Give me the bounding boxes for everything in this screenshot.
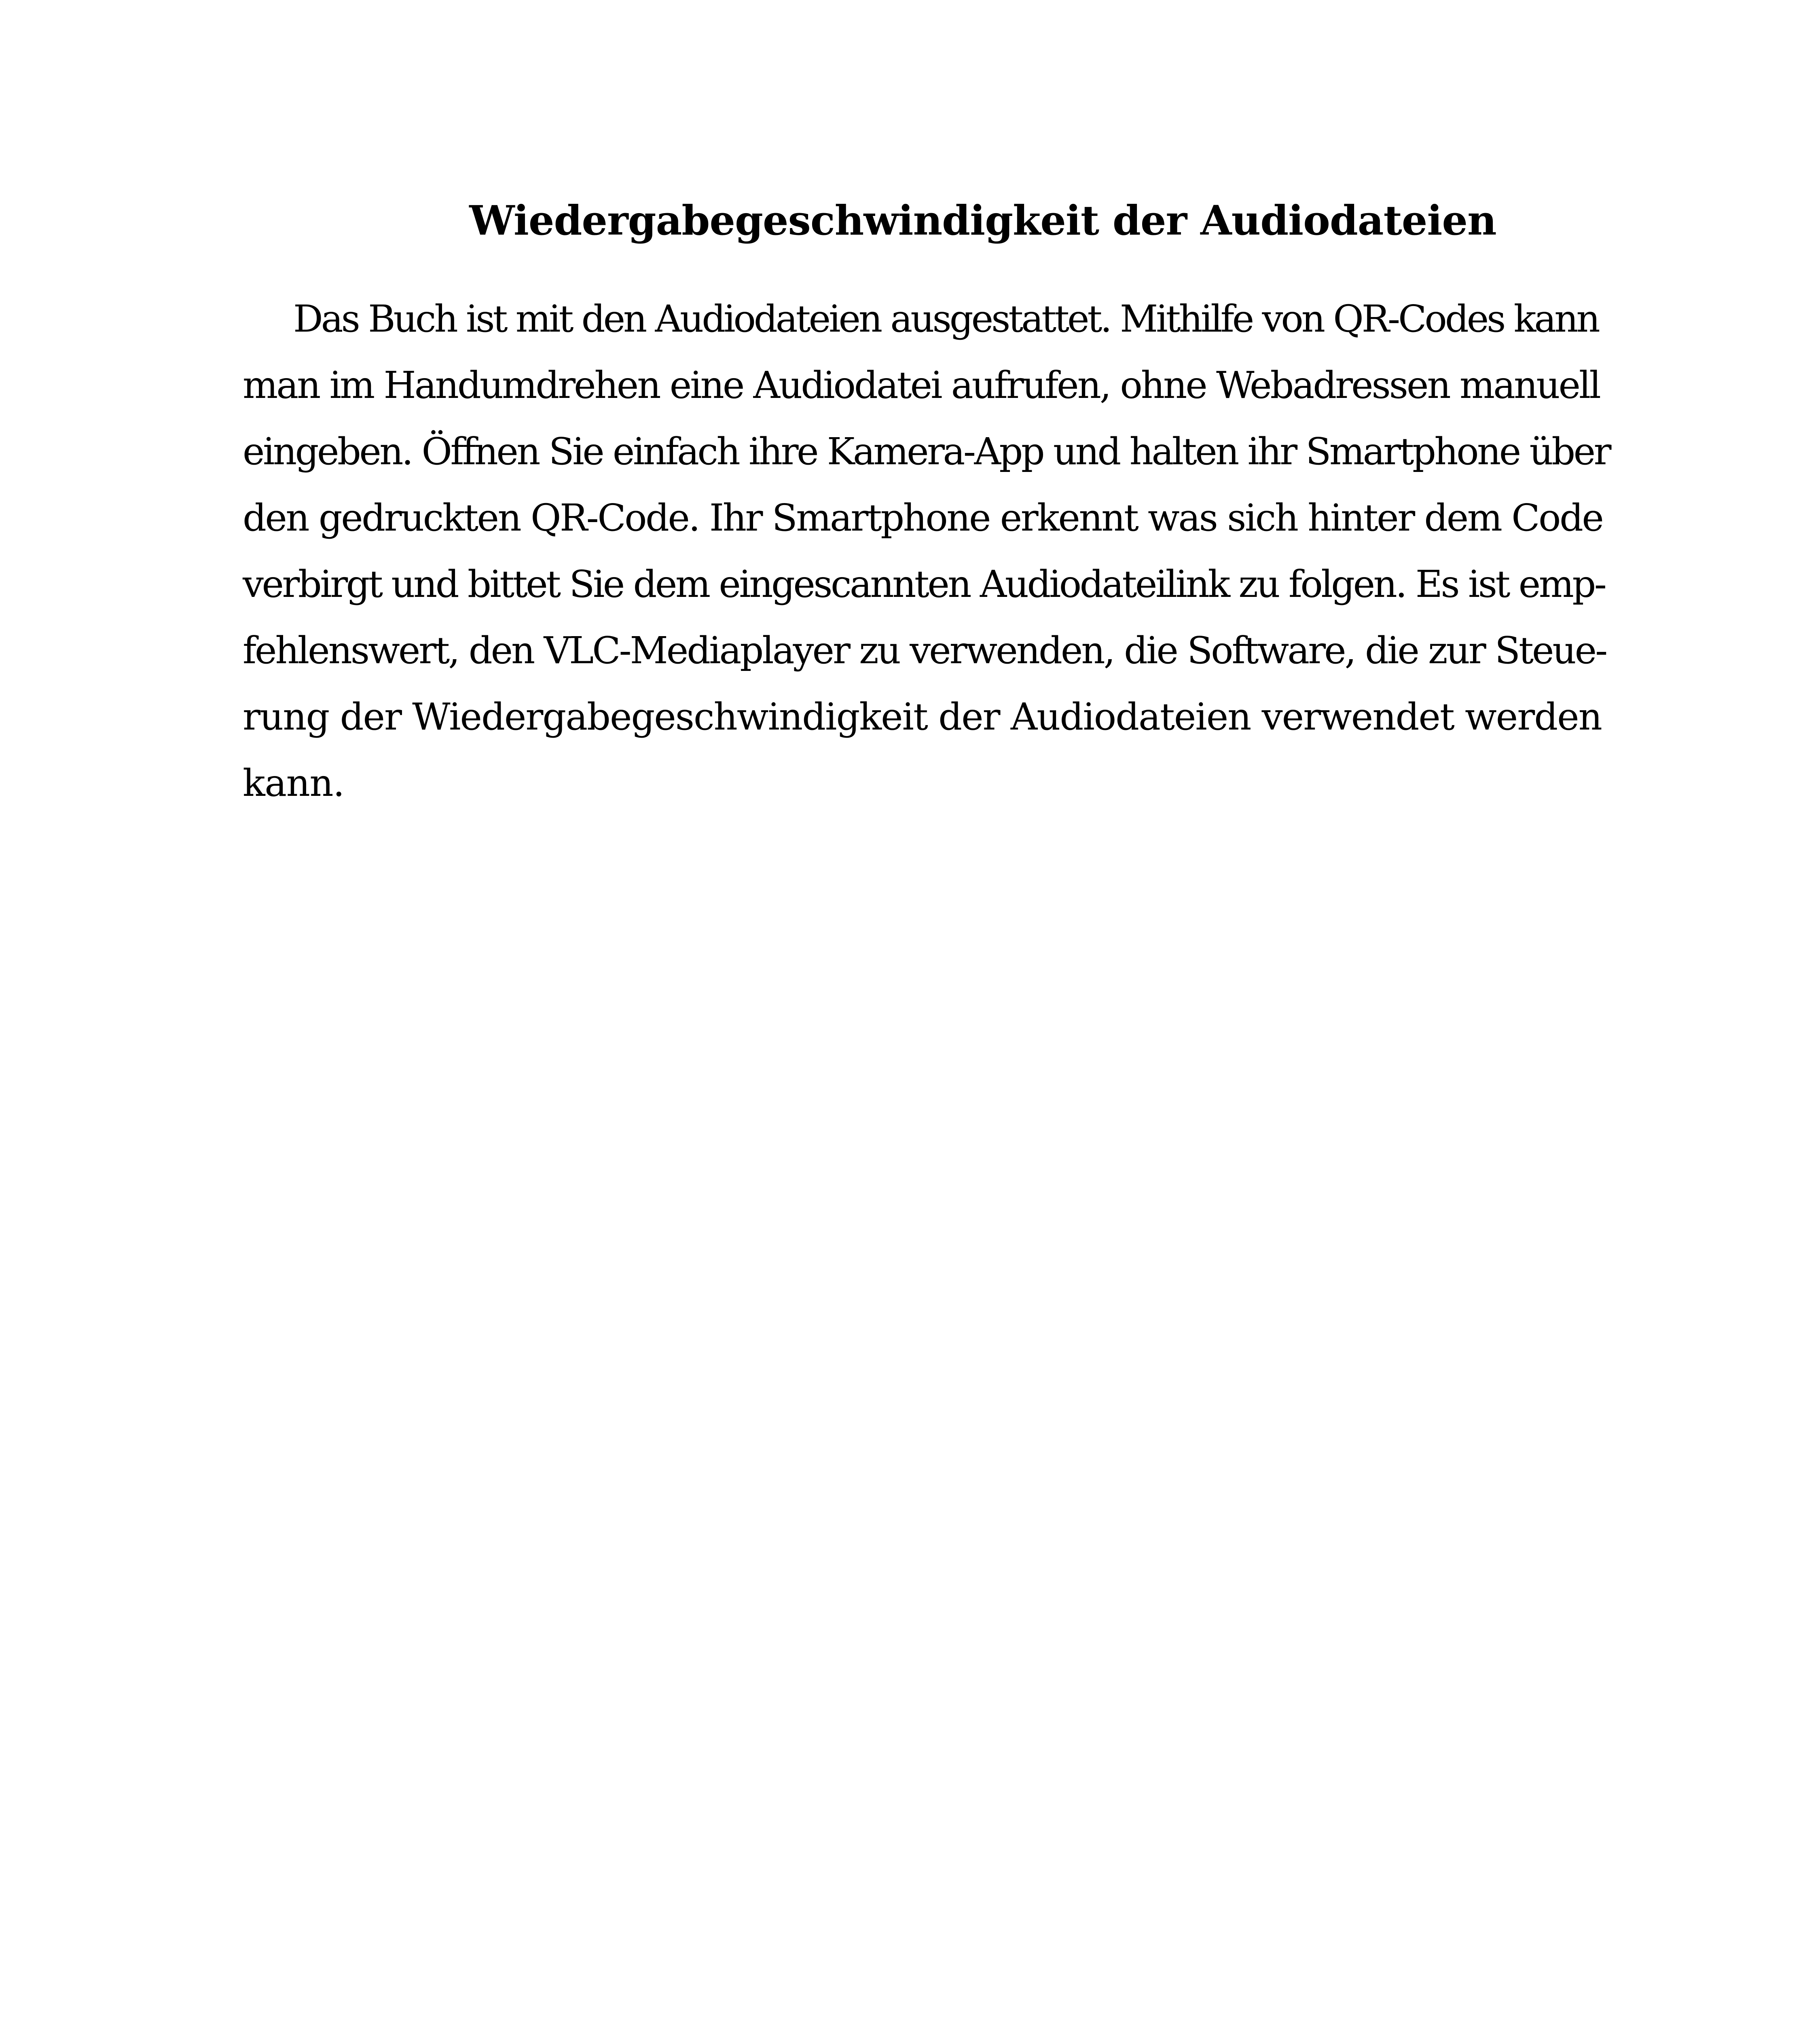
section-heading: Wiedergabegeschwindigkeit der Audiodateien [469,197,1496,244]
body-paragraph [243,286,1610,816]
paragraph-line: eingeben. Öffnen Sie einfach ihre Kamera-App und halten ihr Smartphone über [243,430,1610,473]
paragraph-line: Das Buch ist mit den Audiodateien ausgestattet. Mithilfe von QR-Codes kann [293,297,1598,341]
paragraph-line: fehlenswert, den VLC-Mediaplayer zu verwenden, die Software, die zur Steue- [243,629,1606,672]
paragraph-line: verbirgt und bittet Sie dem eingescannten Audiodateilink zu folgen. Es ist emp- [243,563,1605,606]
paragraph-line: kann. [243,761,344,805]
paragraph-line: rung der Wiedergabegeschwindigkeit der Audiodateien verwendet werden [243,695,1602,738]
paragraph-line: man im Handumdrehen eine Audiodatei aufrufen, ohne Webadressen manuell [243,364,1600,407]
paragraph-line: den gedruckten QR-Code. Ihr Smartphone erkennt was sich hinter dem Code [243,496,1603,539]
